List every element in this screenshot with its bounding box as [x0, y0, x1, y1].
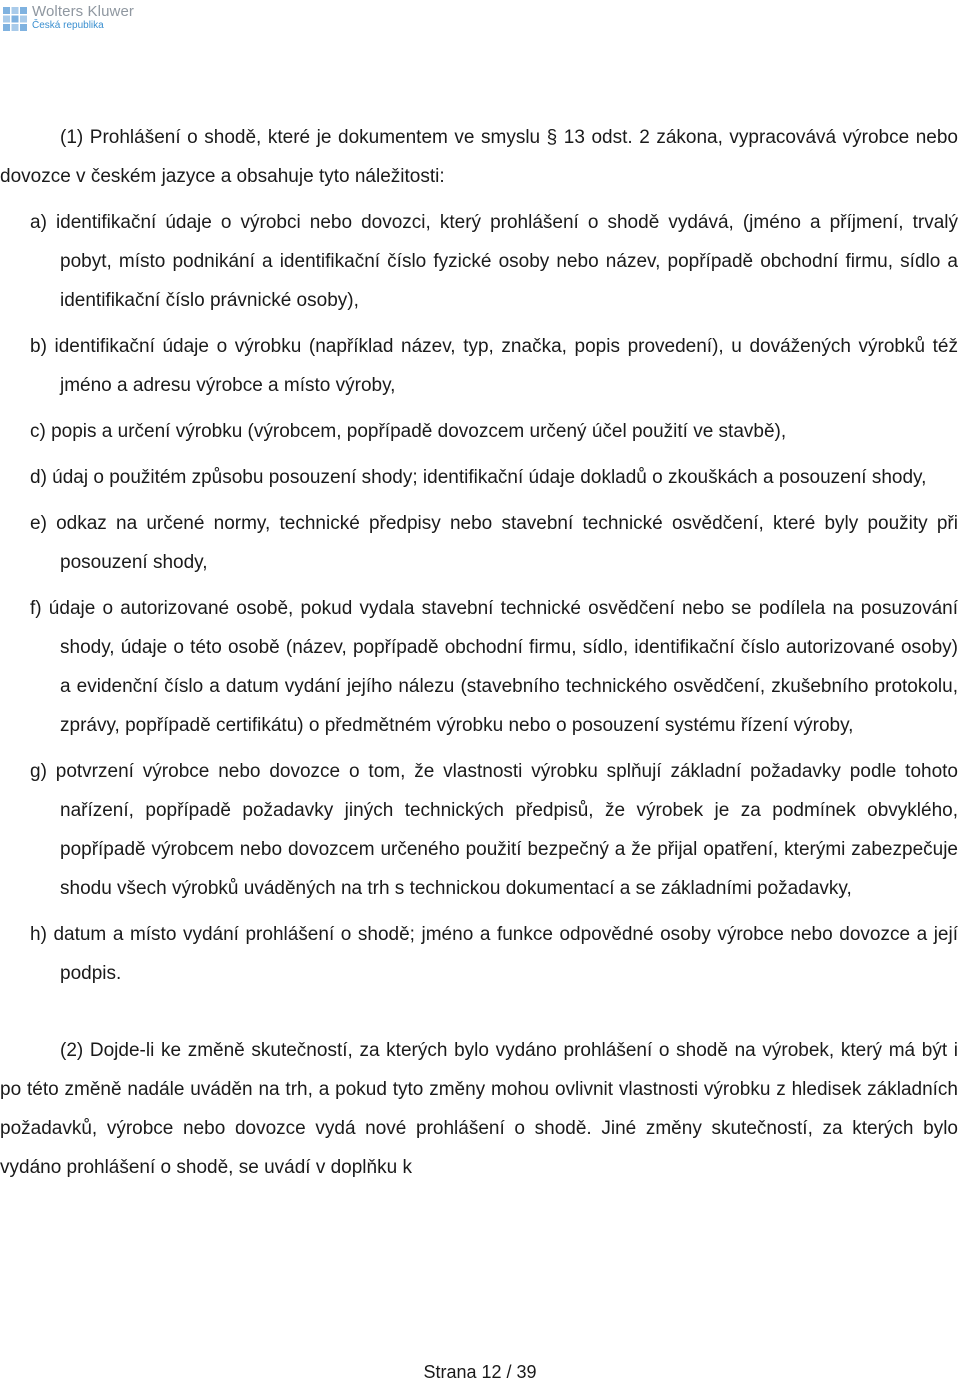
document-body	[0, 118, 958, 1187]
logo-text	[32, 4, 134, 31]
page-number: Strana 12 / 39	[423, 1362, 537, 1382]
logo-subtitle: Česká republika	[32, 20, 104, 31]
list-item-f: f) údaje o autorizované osobě, pokud vydala stavební technické osvědčení nebo se podílela na posuzování shody, údaje o této osobě (název, popřípadě obchodní firmu, sídlo, identifikační číslo autorizované osoby) a evidenční číslo a datum vydání jejího nálezu (stavebního technického osvědčení, zkušebního protokolu, zprávy, popřípadě certifikátu) o předmětném výrobku nebo o posouzení systému řízení výroby,	[30, 598, 958, 736]
list-item-h: h) datum a místo vydání prohlášení o shodě; jméno a funkce odpovědné osoby výrobce nebo dovozce a její podpis.	[30, 924, 958, 984]
logo-brand: Wolters Kluwer	[32, 3, 134, 20]
list-item-g: g) potvrzení výrobce nebo dovozce o tom, že vlastnosti výrobku splňují základní požadavky podle tohoto nařízení, popřípadě požadavky jiných technických předpisů, že výrobek je za podmínek obvyklého, popřípadě výrobcem nebo dovozcem určeného použití bezpečný a že přijal opatření, kterými zabezpečuje shodu všech výrobků uváděných na trh s technickou dokumentací a se základními požadavky,	[30, 761, 958, 899]
wolters-kluwer-logo	[2, 4, 134, 36]
paragraph-1: (1) Prohlášení o shodě, které je dokumentem ve smyslu § 13 odst. 2 zákona, vypracovává výrobce nebo dovozce v českém jazyce a obsahuje tyto náležitosti:	[0, 127, 958, 187]
paragraph-2: (2) Dojde-li ke změně skutečností, za kterých bylo vydáno prohlášení o shodě na výrobek, který má být i po této změně nadále uváděn na trh, a pokud tyto změny mohou ovlivnit vlastnosti výrobku z hledisek základních požadavků, výrobce nebo dovozce vydá nové prohlášení o shodě. Jiné změny skutečností, za kterých bylo vydáno prohlášení o shodě, se uvádí v doplňku k	[0, 1040, 958, 1178]
list-item-c: c) popis a určení výrobku (výrobcem, popřípadě dovozcem určený účel použití ve stavbě),	[30, 421, 787, 442]
list-item-d: d) údaj o použitém způsobu posouzení shody; identifikační údaje dokladů o zkouškách a posouzení shody,	[30, 467, 927, 488]
list-item-e: e) odkaz na určené normy, technické předpisy nebo stavební technické osvědčení, které byly použity při posouzení shody,	[30, 513, 958, 573]
list-item-a: a) identifikační údaje o výrobci nebo dovozci, který prohlášení o shodě vydává, (jméno a příjmení, trvalý pobyt, místo podnikání a identifikační číslo fyzické osoby nebo název, popřípadě obchodní firmu, sídlo a identifikační číslo právnické osoby),	[30, 212, 958, 311]
wolters-kluwer-logo-icon	[2, 6, 28, 32]
list-item-b: b) identifikační údaje o výrobku (například název, typ, značka, popis provedení), u dovážených výrobků též jméno a adresu výrobce a místo výroby,	[30, 336, 958, 396]
